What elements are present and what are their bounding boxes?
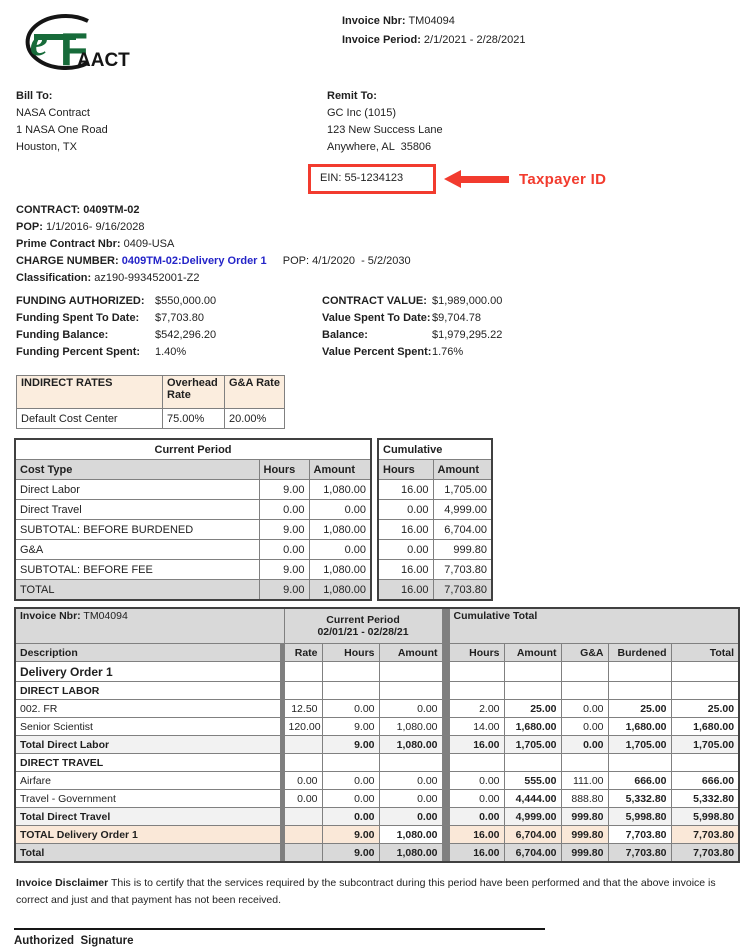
classification-line [16, 270, 752, 287]
cum-amount: 999.80 [433, 540, 492, 560]
cell-cum-hours: 16.00 [449, 826, 504, 844]
column-divider [442, 736, 449, 754]
summary-row [15, 560, 371, 580]
cell-total: 25.00 [671, 700, 739, 718]
cell-cum-hours: 0.00 [449, 772, 504, 790]
cell-empty [284, 808, 322, 826]
bill-to-line: Houston, TX [16, 141, 77, 153]
cp-amount: 1,080.00 [309, 560, 371, 580]
column-divider [442, 808, 449, 826]
funding-value: $550,000.00 [155, 295, 217, 307]
current-period-title: Current Period [15, 439, 371, 460]
value-value: $1,979,295.22 [432, 329, 503, 341]
cost-type: Direct Travel [15, 500, 259, 520]
rates-header-row [17, 376, 285, 409]
invoice-detail-table [14, 607, 740, 863]
cell-description: Airfare [15, 772, 280, 790]
cell-hours: 9.00 [322, 844, 379, 863]
summary-row [378, 560, 492, 580]
summary-row [15, 520, 371, 540]
taxpayer-id-annotation: Taxpayer ID [519, 170, 607, 188]
cell-empty [561, 754, 608, 772]
cell-cum-amount: 555.00 [504, 772, 561, 790]
charge-number-line [16, 253, 752, 270]
cell-hours: 0.00 [322, 772, 379, 790]
detail-invoice-value: TM04094 [83, 610, 128, 622]
cp-amount: 0.00 [309, 500, 371, 520]
cell-hours: 0.00 [322, 808, 379, 826]
cell-empty [284, 682, 322, 700]
detail-header-row [15, 644, 739, 662]
cell-empty [608, 754, 671, 772]
current-period-title-row [15, 439, 371, 460]
cell-empty [561, 662, 608, 682]
cell-description: DIRECT TRAVEL [15, 754, 280, 772]
cum-hours: 16.00 [378, 560, 433, 580]
cell-description: Total [15, 844, 280, 863]
cell-description: Senior Scientist [15, 718, 280, 736]
cum-amount: 7,703.80 [433, 580, 492, 601]
column-divider [442, 718, 449, 736]
cell-cum-amount: 4,999.00 [504, 808, 561, 826]
charge-number-link[interactable]: 0409TM-02:Delivery Order 1 [121, 255, 267, 267]
funding-label: Funding Balance: [16, 329, 109, 341]
rates-header-title: INDIRECT RATES [17, 376, 163, 409]
col-gna: G&A [561, 644, 608, 662]
cell-total: 7,703.80 [671, 826, 739, 844]
col-hours: Hours [378, 460, 433, 480]
line-item-row [15, 790, 739, 808]
detail-current-period-dates: 02/01/21 - 02/28/21 [317, 626, 409, 638]
logo-brand-text: AACT [77, 50, 130, 71]
line-item-row [15, 772, 739, 790]
cell-amount: 1,080.00 [379, 736, 442, 754]
cell-gna: 111.00 [561, 772, 608, 790]
cell-burdened: 1,705.00 [608, 736, 671, 754]
cell-hours: 9.00 [322, 718, 379, 736]
summary-row [378, 480, 492, 500]
cumulative-title: Cumulative [378, 439, 492, 460]
cum-hours: 0.00 [378, 500, 433, 520]
cell-gna: 999.80 [561, 844, 608, 863]
column-divider [442, 608, 449, 644]
cell-burdened: 7,703.80 [608, 826, 671, 844]
cp-amount: 0.00 [309, 540, 371, 560]
current-period-table [14, 438, 372, 601]
pop-line [16, 219, 752, 236]
cell-description: Delivery Order 1 [15, 662, 280, 682]
column-divider [442, 700, 449, 718]
value-label: Value Percent Spent: [322, 346, 432, 358]
contract-line [16, 202, 752, 219]
cost-type: Direct Labor [15, 480, 259, 500]
header [0, 0, 752, 76]
address-section [0, 88, 752, 194]
cell-description: 002. FR [15, 700, 280, 718]
cost-type: SUBTOTAL: BEFORE FEE [15, 560, 259, 580]
cell-gna: 888.80 [561, 790, 608, 808]
subtotal-row [15, 736, 739, 754]
disclaimer-text: This is to certify that the services required by the subcontract during this period have been performed and that the above invoice is correct and just and that payment has not been received. [16, 877, 716, 906]
cell-empty [379, 662, 442, 682]
arrow-shaft [461, 176, 509, 183]
contract-info [16, 202, 752, 287]
cell-total: 1,705.00 [671, 736, 739, 754]
pop-label: POP: [16, 221, 43, 233]
grand-total-row [15, 844, 739, 863]
cell-rate: 0.00 [284, 772, 322, 790]
charge-pop-label: POP: [282, 255, 310, 267]
funding-value: 1.40% [155, 346, 187, 358]
bill-to-line: NASA Contract [16, 107, 90, 119]
cum-hours: 16.00 [378, 580, 433, 601]
cell-amount: 1,080.00 [379, 826, 442, 844]
cumulative-table [377, 438, 493, 601]
detail-current-period-cell [284, 608, 442, 644]
cell-gna: 0.00 [561, 718, 608, 736]
cell-cum-hours: 0.00 [449, 808, 504, 826]
cell-cum-amount: 25.00 [504, 700, 561, 718]
summary-row [15, 540, 371, 560]
cell-empty [284, 736, 322, 754]
cum-amount: 1,705.00 [433, 480, 492, 500]
invoice-period-value: 2/1/2021 - 2/28/2021 [423, 34, 526, 46]
value-label: Value Spent To Date: [322, 312, 431, 324]
cell-empty [608, 662, 671, 682]
cell-amount: 0.00 [379, 700, 442, 718]
cell-cum-hours: 16.00 [449, 736, 504, 754]
section-row [15, 754, 739, 772]
charge-pop-value: 4/1/2020 - 5/2/2030 [312, 255, 411, 267]
delivery-order-row [15, 662, 739, 682]
column-divider [442, 682, 449, 700]
cell-hours: 0.00 [322, 700, 379, 718]
cell-cum-hours: 16.00 [449, 844, 504, 863]
prime-contract-line [16, 236, 752, 253]
prime-contract-value: 0409-USA [123, 238, 175, 250]
cell-empty [671, 754, 739, 772]
cell-cum-amount: 1,680.00 [504, 718, 561, 736]
cell-burdened: 1,680.00 [608, 718, 671, 736]
disclaimer-label: Invoice Disclaimer [16, 877, 109, 889]
rates-data-row [17, 409, 285, 429]
col-hours: Hours [259, 460, 309, 480]
invoice-nbr-label: Invoice Nbr: [342, 15, 406, 27]
logo-letter-e: e [30, 19, 48, 64]
cell-description: TOTAL Delivery Order 1 [15, 826, 280, 844]
cell-total: 1,680.00 [671, 718, 739, 736]
col-amount: Amount [433, 460, 492, 480]
classification-value: az190-993452001-Z2 [94, 272, 200, 284]
bill-to-line: 1 NASA One Road [16, 124, 108, 136]
cell-empty [379, 682, 442, 700]
cost-type: SUBTOTAL: BEFORE BURDENED [15, 520, 259, 540]
order-total-row [15, 826, 739, 844]
col-hours: Hours [322, 644, 379, 662]
cell-empty [284, 662, 322, 682]
summary-total-row [378, 580, 492, 601]
value-label: CONTRACT VALUE: [322, 295, 427, 307]
cell-empty [322, 662, 379, 682]
cumulative-title-row [378, 439, 492, 460]
cell-amount: 0.00 [379, 808, 442, 826]
funding-summary [16, 293, 752, 361]
summary-total-row [15, 580, 371, 601]
summary-row [378, 500, 492, 520]
value-value: $9,704.78 [432, 312, 481, 324]
cell-description: DIRECT LABOR [15, 682, 280, 700]
funding-value: $7,703.80 [155, 312, 204, 324]
cell-gna: 999.80 [561, 808, 608, 826]
col-rate: Rate [284, 644, 322, 662]
remit-to-block [320, 88, 752, 194]
cum-hours: 16.00 [378, 480, 433, 500]
cp-hours: 9.00 [259, 480, 309, 500]
invoice-period-line [342, 31, 525, 50]
cp-hours: 0.00 [259, 540, 309, 560]
cell-hours: 9.00 [322, 826, 379, 844]
cell-total: 5,998.80 [671, 808, 739, 826]
cell-empty [322, 754, 379, 772]
cell-description: Total Direct Labor [15, 736, 280, 754]
column-divider [442, 662, 449, 682]
invoice-meta [342, 8, 525, 76]
signature-label: Authorized Signature [14, 935, 134, 947]
cell-cum-hours: 0.00 [449, 790, 504, 808]
detail-title-row [15, 608, 739, 644]
prime-contract-label: Prime Contract Nbr: [16, 238, 121, 250]
cum-amount: 4,999.00 [433, 500, 492, 520]
ein-annotation-row [308, 164, 752, 194]
funding-label: FUNDING AUTHORIZED: [16, 295, 145, 307]
rates-header-gna: G&A Rate [225, 376, 285, 409]
cell-cum-hours: 14.00 [449, 718, 504, 736]
arrow-head [444, 170, 461, 188]
cell-amount: 0.00 [379, 790, 442, 808]
cum-hours: 0.00 [378, 540, 433, 560]
subtotal-row [15, 808, 739, 826]
cp-hours: 9.00 [259, 520, 309, 540]
rates-header-overhead: Overhead Rate [163, 376, 225, 409]
summary-row [15, 500, 371, 520]
col-cum-hours: Hours [449, 644, 504, 662]
pop-value: 1/1/2016- 9/16/2028 [45, 221, 145, 233]
summary-row [15, 480, 371, 500]
cell-empty [671, 682, 739, 700]
cp-amount: 1,080.00 [309, 580, 371, 601]
cell-hours: 9.00 [322, 736, 379, 754]
bill-to-block [16, 88, 327, 194]
section-row [15, 682, 739, 700]
cell-empty [449, 682, 504, 700]
efaact-logo-graphic [14, 8, 130, 76]
value-label: Balance: [322, 329, 368, 341]
cell-empty [449, 754, 504, 772]
detail-invoice-cell [15, 608, 284, 644]
cell-total: 7,703.80 [671, 844, 739, 863]
funding-value: $542,296.20 [155, 329, 217, 341]
cp-hours: 9.00 [259, 580, 309, 601]
summary-row [378, 520, 492, 540]
value-value: $1,989,000.00 [432, 295, 503, 307]
cell-empty [284, 754, 322, 772]
cell-empty [608, 682, 671, 700]
cell-cum-amount: 6,704.00 [504, 844, 561, 863]
summary-header-row [378, 460, 492, 480]
cp-hours: 9.00 [259, 560, 309, 580]
column-divider [442, 826, 449, 844]
cell-amount: 1,080.00 [379, 718, 442, 736]
cell-gna: 0.00 [561, 736, 608, 754]
remit-to-line: 123 New Success Lane [327, 124, 443, 136]
column-divider [442, 844, 449, 863]
cell-burdened: 666.00 [608, 772, 671, 790]
line-item-row [15, 700, 739, 718]
cp-amount: 1,080.00 [309, 520, 371, 540]
funding-label: Funding Spent To Date: [16, 312, 140, 324]
efaact-logo [14, 8, 130, 76]
cell-burdened: 25.00 [608, 700, 671, 718]
cum-hours: 16.00 [378, 520, 433, 540]
col-cost-type: Cost Type [15, 460, 259, 480]
invoice-nbr-value: TM04094 [408, 15, 455, 27]
line-item-row [15, 718, 739, 736]
cell-hours: 0.00 [322, 790, 379, 808]
rates-cost-center: Default Cost Center [17, 409, 163, 429]
funding-label: Funding Percent Spent: [16, 346, 141, 358]
logo-letter-f: F [60, 23, 89, 75]
rates-gna-value: 20.00% [225, 409, 285, 429]
col-amount: Amount [309, 460, 371, 480]
contract-value: 0409TM-02 [83, 204, 140, 216]
remit-to-line: Anywhere, AL 35806 [327, 141, 432, 153]
cell-empty [284, 844, 322, 863]
cell-cum-amount: 4,444.00 [504, 790, 561, 808]
detail-invoice-label: Invoice Nbr: [20, 610, 81, 622]
cell-empty [379, 754, 442, 772]
invoice-disclaimer [16, 875, 728, 908]
cell-empty [504, 662, 561, 682]
remit-to-line: GC Inc (1015) [327, 107, 397, 119]
col-amount: Amount [379, 644, 442, 662]
col-description: Description [15, 644, 280, 662]
left-arrow-icon [444, 170, 509, 188]
remit-to-heading: Remit To: [327, 90, 377, 102]
summary-header-row [15, 460, 371, 480]
funding-left-column [16, 293, 322, 361]
cell-burdened: 5,998.80 [608, 808, 671, 826]
value-value: 1.76% [432, 346, 464, 358]
cum-amount: 7,703.80 [433, 560, 492, 580]
funding-right-column [322, 293, 502, 361]
cell-description: Total Direct Travel [15, 808, 280, 826]
cell-empty [504, 754, 561, 772]
cell-empty [449, 662, 504, 682]
cell-cum-amount: 6,704.00 [504, 826, 561, 844]
cell-amount: 0.00 [379, 772, 442, 790]
cum-amount: 6,704.00 [433, 520, 492, 540]
cell-rate: 0.00 [284, 790, 322, 808]
bill-to-heading: Bill To: [16, 90, 53, 102]
indirect-rates-table [16, 375, 285, 429]
cost-summary-section [14, 438, 752, 601]
cell-description: Travel - Government [15, 790, 280, 808]
cost-type: G&A [15, 540, 259, 560]
cell-burdened: 7,703.80 [608, 844, 671, 863]
rates-overhead-value: 75.00% [163, 409, 225, 429]
cell-cum-hours: 2.00 [449, 700, 504, 718]
signature-line [14, 928, 545, 930]
cell-empty [284, 826, 322, 844]
cell-gna: 0.00 [561, 700, 608, 718]
cp-hours: 0.00 [259, 500, 309, 520]
col-cum-amount: Amount [504, 644, 561, 662]
column-divider [442, 754, 449, 772]
column-divider [442, 644, 449, 662]
cell-empty [671, 662, 739, 682]
charge-number-label: CHARGE NUMBER: [16, 255, 119, 267]
cell-gna: 999.80 [561, 826, 608, 844]
cp-amount: 1,080.00 [309, 480, 371, 500]
invoice-number-line [342, 12, 525, 31]
cell-empty [504, 682, 561, 700]
cell-rate: 120.00 [284, 718, 322, 736]
classification-label: Classification: [16, 272, 92, 284]
cell-total: 5,332.80 [671, 790, 739, 808]
detail-current-period-title: Current Period [326, 614, 400, 626]
invoice-period-label: Invoice Period: [342, 34, 421, 46]
ein-box: EIN: 55-1234123 [308, 164, 436, 194]
detail-cumulative-title: Cumulative Total [449, 608, 739, 644]
cost-type: TOTAL [15, 580, 259, 601]
cell-empty [561, 682, 608, 700]
cell-burdened: 5,332.80 [608, 790, 671, 808]
cell-total: 666.00 [671, 772, 739, 790]
column-divider [442, 790, 449, 808]
cell-cum-amount: 1,705.00 [504, 736, 561, 754]
summary-row [378, 540, 492, 560]
contract-label: CONTRACT: [16, 204, 81, 216]
col-burdened: Burdened [608, 644, 671, 662]
column-divider [442, 772, 449, 790]
cell-empty [322, 682, 379, 700]
cell-rate: 12.50 [284, 700, 322, 718]
cell-amount: 1,080.00 [379, 844, 442, 863]
col-total: Total [671, 644, 739, 662]
